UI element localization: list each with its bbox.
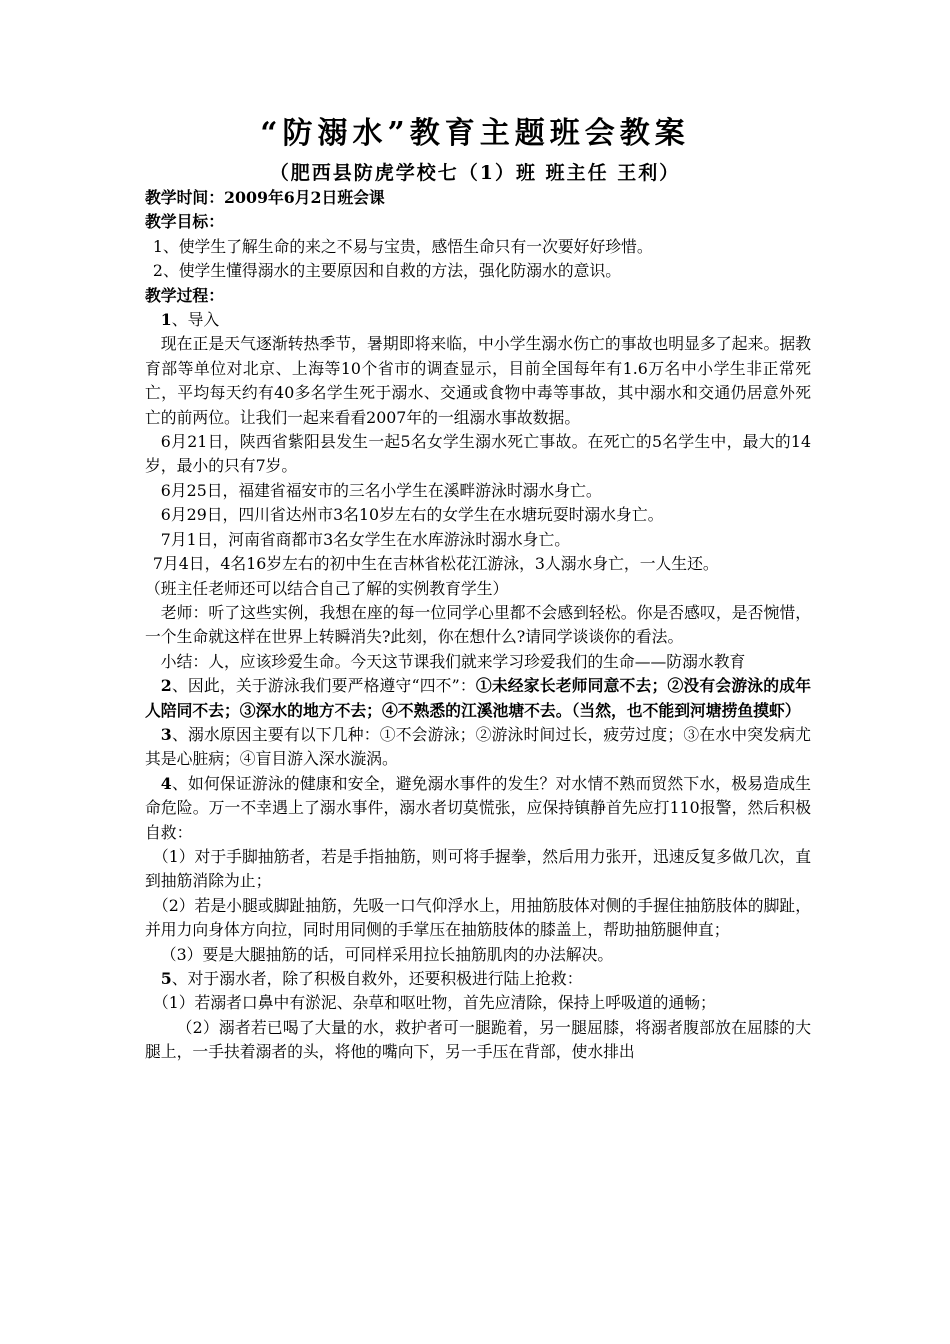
case-item: 7月1日，河南省商都市3名女学生在水库游泳时溺水身亡。 (160, 529, 571, 549)
objective-item: 1、使学生了解生命的来之不易与宝贵，感悟生命只有一次要好好珍惜。 (152, 236, 653, 256)
process-heading: 教学过程： (145, 285, 224, 305)
step-text: 、因此，关于游泳我们要严格遵守“四不”： (171, 676, 476, 696)
document-body (145, 186, 811, 1065)
case-item: 6月21日，陕西省紫阳县发生一起5名女学生溺水死亡事故。在死亡的5名学生中，最大的14岁，最小的只有7岁。 (145, 432, 811, 476)
summary-paragraph: 小结：人，应该珍爱生命。今天这节课我们就来学习珍爱我们的生命——防溺水教育 (160, 651, 746, 671)
self-rescue-item: （3）要是大腿抽筋的话，可同样采用拉长抽筋肌肉的办法解决。 (160, 944, 614, 964)
teacher-note: （班主任老师还可以结合自己了解的实例教育学生） (145, 578, 509, 598)
step2-paragraph (145, 674, 811, 723)
step-number: 2 (160, 676, 172, 696)
document-subtitle: （肥西县防虎学校七（1）班 班主任 王利） (269, 162, 681, 184)
intro-paragraph: 现在正是天气逐渐转热季节，暑期即将来临，中小学生溺水伤亡的事故也明显多了起来。据教育部等单位对北京、上海等10个省市的调查显示，目前全国每年有1.6万名中小学生非正常死亡，平均每天约有40多名学生死于溺水、交通或食物中毒等事故，其中溺水和交通仍居意外死亡的前两位。让我们一起来看看2007年的一组溺水事故数据。 (145, 334, 811, 427)
case-item: 6月25日，福建省福安市的三名小学生在溪畔游泳时溺水身亡。 (160, 480, 602, 500)
four-rules: ①未经家长老师同意不去；②没有会游泳的成年人陪同不去；③深水的地方不去；④不熟悉的江溪池塘不去。（当然，也不能到河塘捞鱼摸虾） (145, 676, 811, 720)
step-number: 1 (160, 310, 172, 330)
step-text: 、如何保证游泳的健康和安全，避免溺水事件的发生？对水情不熟而贸然下水，极易造成生命危险。万一不幸遇上了溺水事件，溺水者切莫慌张，应保持镇静首先应打110报警，然后积极自救： (145, 773, 811, 842)
teacher-paragraph: 老师：听了这些实例，我想在座的每一位同学心里都不会感到轻松。你是否感叹，是否惋惜，一个生命就这样在世界上转瞬消失?此刻，你在想什么?请同学谈谈你的看法。 (145, 602, 811, 647)
case-item: 7月4日，4名16岁左右的初中生在吉林省松花江游泳，3人溺水身亡，一人生还。 (152, 554, 719, 574)
self-rescue-item: （2）若是小腿或脚趾抽筋，先吸一口气仰浮水上，用抽筋肢体对侧的手握住抽筋肢体的脚趾，并用力向身体方向拉，同时用同侧的手掌压在抽筋肢体的膝盖上，帮助抽筋腿伸直； (145, 895, 811, 940)
land-rescue-item: （1）若溺者口鼻中有淤泥、杂草和呕吐物，首先应清除，保持上呼吸道的通畅； (152, 993, 716, 1013)
step4-paragraph (145, 772, 811, 845)
step-text: 、对于溺水者，除了积极自救外，还要积极进行陆上抢救： (171, 969, 583, 988)
step-number: 3 (160, 724, 172, 744)
objectives-heading: 教学目标： (145, 212, 224, 232)
document-title: “防溺水”教育主题班会教案 (260, 116, 690, 151)
step5-paragraph (145, 967, 811, 991)
land-rescue-item: （2）溺者若已喝了大量的水，救护者可一腿跪着，另一腿屈膝，将溺者腹部放在屈膝的大腿上，一手扶着溺者的头，将他的嘴向下，另一手压在背部，使水排出 (145, 1017, 811, 1062)
step-text: 、导入 (171, 310, 220, 330)
step3-paragraph (145, 723, 811, 772)
teaching-time: 教学时间：2009年6月2日班会课 (145, 188, 385, 207)
step-number: 5 (160, 969, 172, 988)
step-number: 4 (160, 773, 172, 793)
step1-heading (145, 308, 811, 332)
self-rescue-item: （1）对于手脚抽筋者，若是手指抽筋，则可将手握拳，然后用力张开，迅速反复多做几次，直到抽筋消除为止； (145, 846, 811, 891)
step-text: 、溺水原因主要有以下几种：①不会游泳；②游泳时间过长，疲劳过度；③在水中突发病尤其是心脏病；④盲目游入深水漩涡。 (145, 724, 811, 769)
case-item: 6月29日，四川省达州市3名10岁左右的女学生在水塘玩耍时溺水身亡。 (160, 505, 664, 525)
objective-item: 2、使学生懂得溺水的主要原因和自救的方法，强化防溺水的意识。 (152, 261, 622, 281)
